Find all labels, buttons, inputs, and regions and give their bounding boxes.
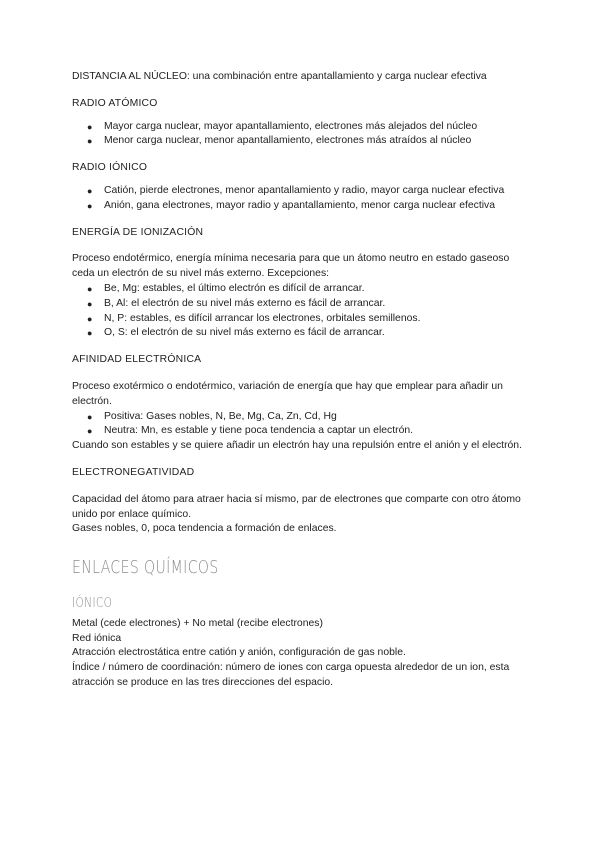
afinidad-closing: Cuando son estables y se quiere añadir un electrón hay una repulsión entre el anión y el electrón.	[72, 440, 522, 452]
list-item: ● Neutra: Mn, es estable y tiene poca tendencia a captar un electrón.	[104, 424, 532, 439]
document-page	[72, 70, 532, 691]
ionico-title: IÓNICO	[72, 594, 113, 611]
afinidad-list	[72, 410, 532, 440]
bullet-icon: ●	[87, 121, 93, 132]
list-item: ● Catión, pierde electrones, menor apantallamiento y radio, mayor carga nuclear efectiva	[104, 184, 532, 199]
list-item: ● Mayor carga nuclear, mayor apantallamiento, electrones más alejados del núcleo	[104, 120, 532, 135]
electronegatividad-paragraph-1: Capacidad del átomo para atraer hacia sí mismo, par de electrones que comparte con otro átomo unido por enlace químico.	[72, 493, 521, 520]
list-item: ● Be, Mg: estables, el último electrón es difícil de arrancar.	[104, 282, 532, 297]
energia-paragraph: Proceso endotérmico, energía mínima necesaria para que un átomo neutro en estado gaseoso ceda un electrón de su nivel más externo. Excepciones:	[72, 253, 510, 280]
bullet-icon: ●	[87, 200, 93, 211]
bullet-icon: ●	[87, 313, 93, 324]
ionico-line: Metal (cede electrones) + No metal (recibe electrones)	[72, 617, 323, 629]
afinidad-heading: AFINIDAD ELECTRÓNICA	[72, 354, 202, 366]
bullet-icon: ●	[87, 411, 93, 422]
ionico-line: Atracción electrostática entre catión y anión, configuración de gas noble.	[72, 647, 406, 659]
ionico-line: Índice / número de coordinación: número de iones con carga opuesta alrededor de un ion, esta atracción se produce en las tres direcciones del espacio.	[72, 662, 510, 688]
radio-ionico-list	[72, 184, 532, 214]
afinidad-paragraph: Proceso exotérmico o endotérmico, variación de energía que hay que emplear para añadir un electrón.	[72, 380, 503, 407]
energia-list	[72, 282, 532, 341]
list-item: ● Anión, gana electrones, mayor radio y apantallamiento, menor carga nuclear efectiva	[104, 199, 532, 214]
bullet-icon: ●	[87, 298, 93, 309]
radio-ionico-heading: RADIO IÓNICO	[72, 162, 148, 174]
bullet-icon: ●	[87, 185, 93, 196]
bullet-icon: ●	[87, 328, 93, 339]
radio-atomico-list	[72, 120, 532, 150]
enlaces-quimicos-title: ENLACES QUÍMICOS	[72, 557, 219, 579]
list-item: ● Positiva: Gases nobles, N, Be, Mg, Ca, Zn, Cd, Hg	[104, 410, 532, 425]
list-item: ● O, S: el electrón de su nivel más externo es fácil de arrancar.	[104, 326, 532, 341]
ionico-line: Red iónica	[72, 632, 122, 644]
energia-heading: ENERGÍA DE IONIZACIÓN	[72, 226, 204, 238]
electronegatividad-paragraph-2: Gases nobles, 0, poca tendencia a formación de enlaces.	[72, 523, 337, 535]
list-item: ● Menor carga nuclear, menor apantallamiento, electrones más atraídos al núcleo	[104, 134, 532, 149]
bullet-icon: ●	[87, 426, 93, 437]
electronegatividad-heading: ELECTRONEGATIVIDAD	[72, 466, 195, 478]
intro-paragraph: DISTANCIA AL NÚCLEO: una combinación entre apantallamiento y carga nuclear efectiva	[72, 71, 487, 82]
bullet-icon: ●	[87, 283, 93, 294]
radio-atomico-heading: RADIO ATÓMICO	[72, 97, 158, 109]
list-item: ● B, Al: el electrón de su nivel más externo es fácil de arrancar.	[104, 297, 532, 312]
bullet-icon: ●	[87, 136, 93, 147]
list-item: ● N, P: estables, es difícil arrancar los electrones, orbitales semillenos.	[104, 312, 532, 327]
